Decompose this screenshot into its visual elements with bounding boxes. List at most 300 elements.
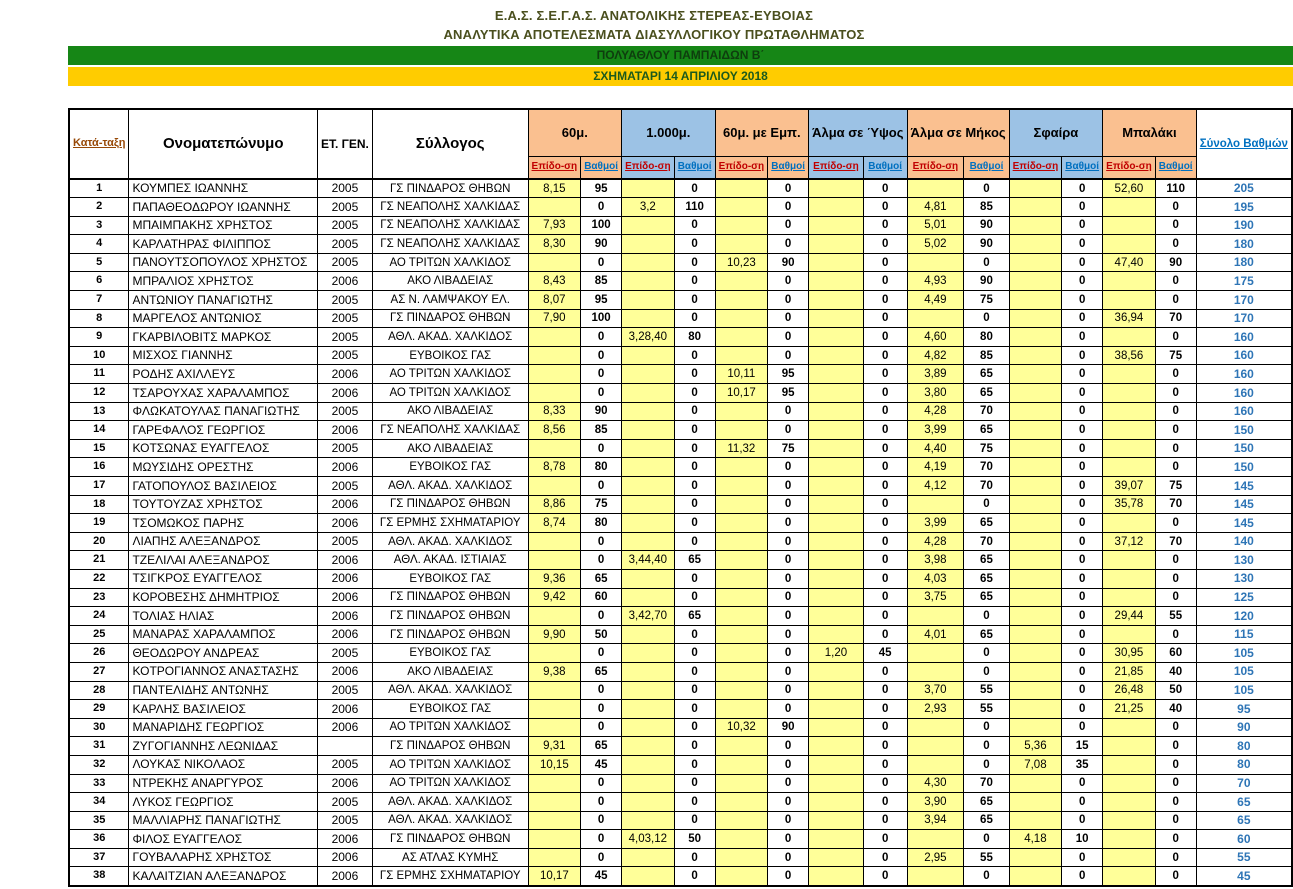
club-name: ΓΣ ΠΙΝΔΑΡΟΣ ΘΗΒΩΝ (372, 495, 528, 514)
rank-value: 10 (69, 346, 129, 365)
performance-value: 4,19 (907, 458, 964, 477)
rank-value: 9 (69, 328, 129, 347)
points-value: 0 (674, 867, 715, 886)
performance-value (1103, 737, 1156, 756)
performance-value (1009, 402, 1062, 421)
points-value: 90 (964, 272, 1009, 291)
points-value: 0 (1155, 867, 1196, 886)
performance-value: 52,60 (1103, 179, 1156, 198)
total-points-value: 80 (1196, 755, 1292, 774)
points-value: 10 (1062, 830, 1103, 849)
points-value: 0 (863, 755, 907, 774)
performance-value: 9,90 (528, 625, 581, 644)
performance-value (907, 662, 964, 681)
performance-value (1009, 662, 1062, 681)
birth-year: 2005 (317, 235, 372, 254)
performance-value (809, 532, 864, 551)
total-points-value: 45 (1196, 867, 1292, 886)
points-value: 80 (674, 328, 715, 347)
athlete-name: ΤΟΛΙΑΣ ΗΛΙΑΣ (129, 607, 318, 626)
event-header-3: 60μ. με Εμπ. (715, 109, 809, 156)
points-value: 0 (1155, 811, 1196, 830)
birth-year: 2006 (317, 848, 372, 867)
performance-value (1009, 588, 1062, 607)
club-name: ΕΥΒΟΙΚΟΣ ΓΑΣ (372, 458, 528, 477)
total-points-value: 160 (1196, 365, 1292, 384)
points-value: 0 (674, 569, 715, 588)
performance-value: 37,12 (1103, 532, 1156, 551)
points-value: 0 (1062, 328, 1103, 347)
birth-year: 2005 (317, 328, 372, 347)
points-value: 0 (1155, 755, 1196, 774)
points-value: 65 (964, 365, 1009, 384)
event-header-7: Μπαλάκι (1103, 109, 1197, 156)
points-value: 0 (863, 588, 907, 607)
points-value: 0 (768, 700, 809, 719)
table-row (69, 439, 1292, 458)
points-value: 0 (1062, 644, 1103, 663)
performance-value: 21,85 (1103, 662, 1156, 681)
performance-value (809, 681, 864, 700)
rank-value: 23 (69, 588, 129, 607)
total-points-value: 60 (1196, 830, 1292, 849)
birth-year: 2006 (317, 774, 372, 793)
points-value: 0 (863, 384, 907, 403)
birth-year: 2006 (317, 495, 372, 514)
points-value: 0 (768, 737, 809, 756)
performance-value: 8,33 (528, 402, 581, 421)
performance-value: 10,23 (715, 253, 768, 272)
performance-value (622, 848, 675, 867)
athlete-name: ΚΑΛΑΙΤΖΙΑΝ ΑΛΕΞΑΝΔΡΟΣ (129, 867, 318, 886)
athlete-name: ΛΥΚΟΣ ΓΕΩΡΓΙΟΣ (129, 793, 318, 812)
performance-value (528, 439, 581, 458)
points-value: 0 (863, 477, 907, 496)
points-value: 90 (581, 402, 622, 421)
performance-value: 3,94 (907, 811, 964, 830)
points-value: 0 (964, 755, 1009, 774)
points-value: 0 (1062, 495, 1103, 514)
performance-value (809, 495, 864, 514)
birth-year: 2006 (317, 514, 372, 533)
birth-year: 2005 (317, 216, 372, 235)
club-name: ΑΘΛ. ΑΚΑΔ. ΧΑΛΚΙΔΟΣ (372, 811, 528, 830)
performance-value: 7,90 (528, 309, 581, 328)
performance-value (715, 867, 768, 886)
total-points-value: 130 (1196, 569, 1292, 588)
points-value: 55 (964, 848, 1009, 867)
points-value: 50 (581, 625, 622, 644)
points-value: 0 (674, 681, 715, 700)
points-value: 65 (964, 793, 1009, 812)
points-value: 0 (674, 625, 715, 644)
points-value: 0 (1155, 421, 1196, 440)
points-value: 0 (863, 495, 907, 514)
performance-value (622, 458, 675, 477)
performance-value (622, 755, 675, 774)
performance-value: 3,42,70 (622, 607, 675, 626)
performance-value: 8,30 (528, 235, 581, 254)
points-value: 0 (674, 811, 715, 830)
performance-value (622, 439, 675, 458)
birth-year: 2005 (317, 346, 372, 365)
performance-value (809, 458, 864, 477)
points-value: 0 (1062, 588, 1103, 607)
performance-value: 3,98 (907, 551, 964, 570)
points-subheader: Βαθμοί (674, 156, 715, 179)
performance-value (1009, 495, 1062, 514)
performance-value (1103, 867, 1156, 886)
performance-value: 30,95 (1103, 644, 1156, 663)
club-name: ΕΥΒΟΙΚΟΣ ΓΑΣ (372, 346, 528, 365)
points-value: 0 (581, 607, 622, 626)
athlete-name: ΛΟΥΚΑΣ ΝΙΚΟΛΑΟΣ (129, 755, 318, 774)
points-value: 0 (768, 551, 809, 570)
points-value: 0 (1062, 848, 1103, 867)
performance-value (715, 421, 768, 440)
table-row (69, 662, 1292, 681)
birth-year: 2006 (317, 607, 372, 626)
performance-value (1009, 700, 1062, 719)
rank-value: 5 (69, 253, 129, 272)
rank-value: 14 (69, 421, 129, 440)
performance-value (907, 607, 964, 626)
performance-value: 10,15 (528, 755, 581, 774)
total-points-value: 65 (1196, 793, 1292, 812)
points-value: 0 (674, 179, 715, 198)
points-value: 0 (1155, 569, 1196, 588)
performance-value: 8,07 (528, 291, 581, 310)
performance-value (1103, 755, 1156, 774)
points-value: 0 (863, 569, 907, 588)
performance-value (528, 253, 581, 272)
performance-value (622, 718, 675, 737)
total-points-value: 170 (1196, 309, 1292, 328)
points-value: 0 (768, 346, 809, 365)
points-value: 0 (768, 607, 809, 626)
points-value: 0 (768, 644, 809, 663)
performance-value (715, 625, 768, 644)
performance-value (809, 625, 864, 644)
performance-value (715, 514, 768, 533)
performance-value: 1,20 (809, 644, 864, 663)
points-value: 0 (768, 216, 809, 235)
total-points-value: 160 (1196, 328, 1292, 347)
points-value: 0 (674, 755, 715, 774)
performance-value (715, 495, 768, 514)
performance-value: 3,2 (622, 198, 675, 217)
table-row (69, 569, 1292, 588)
performance-value (622, 644, 675, 663)
points-value: 0 (1062, 607, 1103, 626)
total-points-value: 175 (1196, 272, 1292, 291)
performance-value (1103, 235, 1156, 254)
performance-value (1009, 309, 1062, 328)
rank-value: 30 (69, 718, 129, 737)
table-row (69, 328, 1292, 347)
points-value: 0 (1155, 328, 1196, 347)
points-value: 70 (964, 774, 1009, 793)
birth-year: 2006 (317, 867, 372, 886)
points-value: 65 (674, 607, 715, 626)
performance-value (1103, 551, 1156, 570)
points-value: 0 (674, 309, 715, 328)
points-value: 0 (1155, 718, 1196, 737)
points-value: 0 (768, 793, 809, 812)
performance-value (1009, 272, 1062, 291)
points-value: 0 (674, 644, 715, 663)
performance-value (715, 793, 768, 812)
points-value: 0 (674, 346, 715, 365)
performance-value (1009, 774, 1062, 793)
points-value: 0 (674, 477, 715, 496)
athlete-name: ΚΟΥΜΠΕΣ ΙΩΑΝΝΗΣ (129, 179, 318, 198)
performance-value: 2,95 (907, 848, 964, 867)
points-value: 0 (863, 737, 907, 756)
performance-value (715, 402, 768, 421)
points-value: 0 (1062, 569, 1103, 588)
club-name: ΓΣ ΠΙΝΔΑΡΟΣ ΘΗΒΩΝ (372, 607, 528, 626)
performance-value (907, 737, 964, 756)
points-value: 65 (581, 737, 622, 756)
table-row (69, 402, 1292, 421)
performance-value (809, 607, 864, 626)
performance-value (1009, 848, 1062, 867)
performance-value (809, 737, 864, 756)
points-value: 80 (581, 514, 622, 533)
performance-value: 29,44 (1103, 607, 1156, 626)
table-row (69, 867, 1292, 886)
points-value: 0 (1062, 235, 1103, 254)
event-header-6: Σφαίρα (1009, 109, 1103, 156)
points-value: 65 (964, 569, 1009, 588)
club-name: ΑΘΛ. ΑΚΑΔ. ΧΑΛΚΙΔΟΣ (372, 793, 528, 812)
total-points-value: 160 (1196, 402, 1292, 421)
performance-value: 4,03 (907, 569, 964, 588)
performance-value (528, 793, 581, 812)
performance-value (809, 569, 864, 588)
points-value: 0 (581, 328, 622, 347)
performance-value (622, 625, 675, 644)
performance-value (1009, 625, 1062, 644)
points-value: 0 (768, 458, 809, 477)
performance-value: 5,36 (1009, 737, 1062, 756)
club-name: ΑΘΛ. ΑΚΑΔ. ΧΑΛΚΙΔΟΣ (372, 477, 528, 496)
total-points-value: 65 (1196, 811, 1292, 830)
points-value: 0 (674, 439, 715, 458)
performance-value (1009, 328, 1062, 347)
performance-value (809, 718, 864, 737)
performance-value (809, 551, 864, 570)
performance-value: 9,31 (528, 737, 581, 756)
athlete-name: ΠΑΝΟΥΤΣΟΠΟΥΛΟΣ ΧΡΗΣΤΟΣ (129, 253, 318, 272)
points-value: 0 (581, 198, 622, 217)
club-name: ΓΣ ΕΡΜΗΣ ΣΧΗΜΑΤΑΡΙΟΥ (372, 867, 528, 886)
club-name: ΓΣ ΠΙΝΔΑΡΟΣ ΘΗΒΩΝ (372, 830, 528, 849)
points-value: 90 (964, 235, 1009, 254)
performance-value (1009, 365, 1062, 384)
performance-value: 8,56 (528, 421, 581, 440)
performance-value: 47,40 (1103, 253, 1156, 272)
points-value: 45 (581, 867, 622, 886)
points-value: 75 (1155, 346, 1196, 365)
event-header-2: 1.000μ. (622, 109, 716, 156)
points-value: 0 (1062, 551, 1103, 570)
points-value: 0 (1155, 793, 1196, 812)
performance-value (622, 681, 675, 700)
table-row (69, 755, 1292, 774)
points-value: 0 (1062, 365, 1103, 384)
performance-value (809, 477, 864, 496)
athlete-name: ΤΣΟΜΩΚΟΣ ΠΑΡΗΣ (129, 514, 318, 533)
performance-value (622, 346, 675, 365)
performance-value (1103, 458, 1156, 477)
points-value: 0 (1062, 811, 1103, 830)
rank-column-header: Κατά-ταξη (69, 109, 129, 179)
performance-value (622, 384, 675, 403)
performance-value (1103, 328, 1156, 347)
total-points-value: 150 (1196, 458, 1292, 477)
points-value: 90 (964, 216, 1009, 235)
points-value: 0 (674, 235, 715, 254)
points-value: 0 (674, 737, 715, 756)
points-value: 50 (1155, 681, 1196, 700)
performance-value (809, 662, 864, 681)
performance-value (622, 216, 675, 235)
performance-value (1103, 384, 1156, 403)
rank-value: 26 (69, 644, 129, 663)
points-value: 15 (1062, 737, 1103, 756)
performance-value (1103, 421, 1156, 440)
total-points-value: 105 (1196, 662, 1292, 681)
name-column-header: Ονοματεπώνυμο (129, 109, 318, 179)
points-value: 0 (581, 477, 622, 496)
performance-value (622, 309, 675, 328)
points-value: 0 (1155, 235, 1196, 254)
points-value: 0 (768, 179, 809, 198)
performance-value (622, 514, 675, 533)
points-value: 0 (768, 848, 809, 867)
points-value: 0 (863, 365, 907, 384)
points-value: 0 (964, 179, 1009, 198)
performance-value: 26,48 (1103, 681, 1156, 700)
athlete-name: ΦΙΛΟΣ ΕΥΑΓΓΕΛΟΣ (129, 830, 318, 849)
table-row (69, 253, 1292, 272)
performance-value (1103, 625, 1156, 644)
table-body (69, 179, 1292, 886)
performance-value (622, 495, 675, 514)
athlete-name: ΤΟΥΤΟΥΖΑΣ ΧΡΗΣΤΟΣ (129, 495, 318, 514)
points-value: 45 (581, 755, 622, 774)
performance-value (1103, 291, 1156, 310)
points-value: 0 (674, 793, 715, 812)
table-row (69, 588, 1292, 607)
club-name: ΑΚΟ ΛΙΒΑΔΕΙΑΣ (372, 439, 528, 458)
birth-year: 2006 (317, 625, 372, 644)
points-value: 0 (863, 458, 907, 477)
points-value: 0 (964, 607, 1009, 626)
performance-value (622, 737, 675, 756)
points-value: 0 (1062, 291, 1103, 310)
total-points-value: 195 (1196, 198, 1292, 217)
performance-value (1103, 439, 1156, 458)
points-value: 0 (674, 588, 715, 607)
performance-value (622, 867, 675, 886)
club-name: ΑΘΛ. ΑΚΑΔ. ΧΑΛΚΙΔΟΣ (372, 681, 528, 700)
points-subheader: Βαθμοί (964, 156, 1009, 179)
points-value: 0 (768, 755, 809, 774)
rank-value: 21 (69, 551, 129, 570)
performance-value (809, 328, 864, 347)
birth-year: 2006 (317, 569, 372, 588)
performance-value (809, 346, 864, 365)
rank-value: 24 (69, 607, 129, 626)
rank-value: 11 (69, 365, 129, 384)
performance-value (1103, 588, 1156, 607)
performance-value: 3,89 (907, 365, 964, 384)
birth-year: 2005 (317, 309, 372, 328)
points-value: 0 (768, 662, 809, 681)
points-value: 0 (863, 216, 907, 235)
performance-value (809, 811, 864, 830)
performance-value (528, 346, 581, 365)
points-value: 0 (768, 495, 809, 514)
performance-value (622, 532, 675, 551)
athlete-name: ΦΛΩΚΑΤΟΥΛΑΣ ΠΑΝΑΓΙΩΤΗΣ (129, 402, 318, 421)
points-value: 0 (1155, 737, 1196, 756)
rank-value: 2 (69, 198, 129, 217)
performance-value: 3,99 (907, 514, 964, 533)
performance-value: 3,28,40 (622, 328, 675, 347)
performance-value (809, 384, 864, 403)
points-value: 0 (768, 681, 809, 700)
points-value: 0 (674, 291, 715, 310)
points-value: 100 (581, 216, 622, 235)
rank-value: 22 (69, 569, 129, 588)
points-value: 0 (674, 718, 715, 737)
table-row (69, 718, 1292, 737)
points-value: 0 (863, 439, 907, 458)
rank-value: 6 (69, 272, 129, 291)
points-value: 55 (964, 681, 1009, 700)
performance-value: 8,15 (528, 179, 581, 198)
points-value: 0 (1062, 662, 1103, 681)
points-value: 0 (581, 551, 622, 570)
performance-value (907, 644, 964, 663)
points-value: 0 (863, 848, 907, 867)
performance-value (715, 755, 768, 774)
club-name: ΓΣ ΠΙΝΔΑΡΟΣ ΘΗΒΩΝ (372, 625, 528, 644)
athlete-name: ΚΟΤΡΟΓΙΑΝΝΟΣ ΑΝΑΣΤΑΣΗΣ (129, 662, 318, 681)
performance-value (622, 774, 675, 793)
birth-year: 2006 (317, 718, 372, 737)
table-row (69, 514, 1292, 533)
performance-value (1009, 477, 1062, 496)
rank-value: 34 (69, 793, 129, 812)
points-value: 0 (1062, 272, 1103, 291)
points-value: 0 (964, 662, 1009, 681)
performance-value (1009, 421, 1062, 440)
performance-value (809, 235, 864, 254)
points-value: 0 (768, 402, 809, 421)
table-row (69, 551, 1292, 570)
performance-value: 9,38 (528, 662, 581, 681)
points-value: 90 (768, 253, 809, 272)
table-row (69, 774, 1292, 793)
performance-value (1009, 216, 1062, 235)
total-points-value: 105 (1196, 644, 1292, 663)
rank-value: 35 (69, 811, 129, 830)
